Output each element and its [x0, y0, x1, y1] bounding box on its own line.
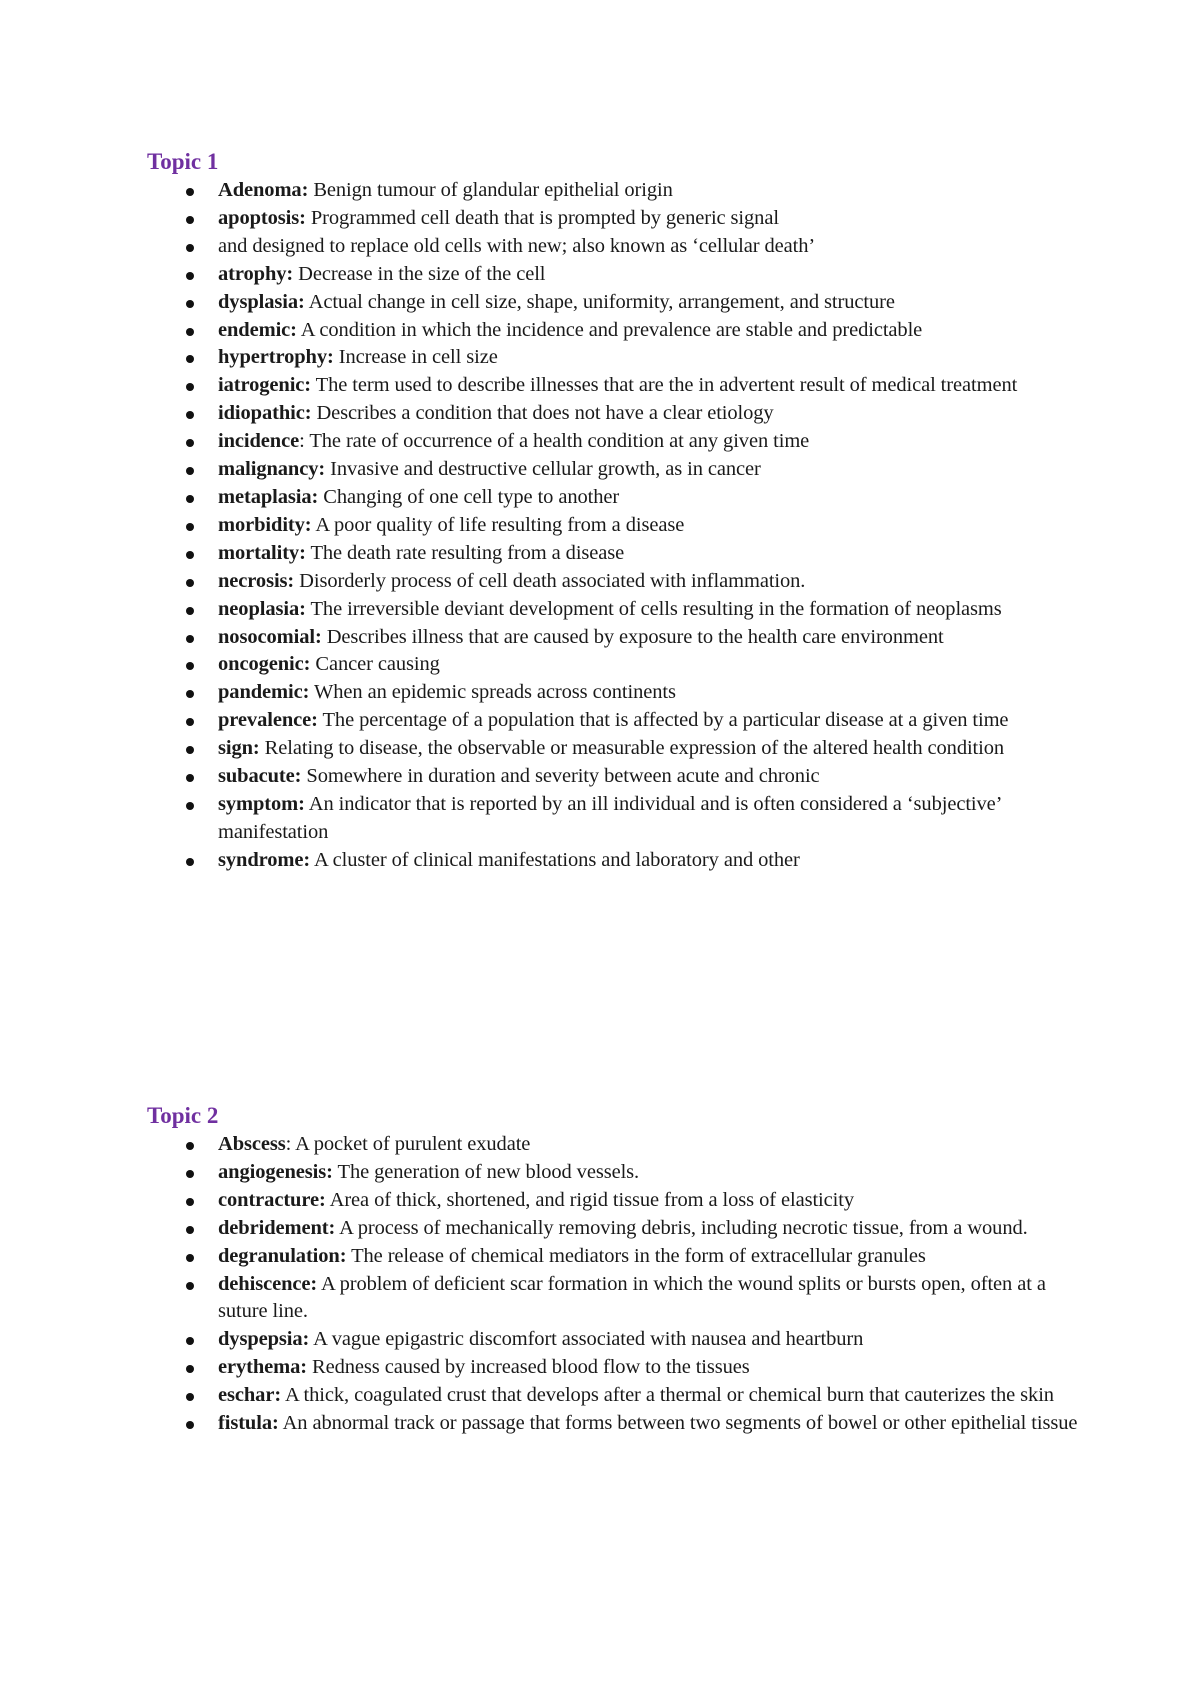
- term-word: nosocomial:: [218, 625, 322, 648]
- term-definition: A process of mechanically removing debris, including necrotic tissue, from a wound.: [335, 1216, 1028, 1239]
- term-definition: Decrease in the size of the cell: [293, 262, 546, 285]
- list-item: [147, 400, 1087, 428]
- list-item: [147, 707, 1087, 735]
- list-item: [147, 1326, 1087, 1354]
- list-item: [147, 847, 1087, 875]
- term-word: eschar:: [218, 1384, 282, 1407]
- list-item: [147, 791, 1087, 847]
- term-list: [147, 1131, 1087, 1438]
- term-word: oncogenic:: [218, 653, 311, 676]
- term-definition: An indicator that is reported by an ill individual and is often considered a ‘subjective’ manifestation: [218, 792, 1001, 843]
- term-word: apoptosis:: [218, 206, 306, 229]
- list-item: [147, 512, 1087, 540]
- term-word: pandemic:: [218, 681, 310, 704]
- bullet-icon: [186, 1337, 194, 1345]
- bullet-icon: [186, 300, 194, 308]
- bullet-icon: [186, 328, 194, 336]
- term-definition: Changing of one cell type to another: [318, 485, 620, 508]
- term-definition: An abnormal track or passage that forms between two segments of bowel or other epithelial tissue: [278, 1412, 1078, 1435]
- bullet-icon: [186, 607, 194, 615]
- term-definition: The irreversible deviant development of cells resulting in the formation of neoplasms: [305, 597, 1002, 620]
- bullet-icon: [186, 1421, 194, 1429]
- bullet-icon: [186, 1226, 194, 1234]
- list-item: [147, 1243, 1087, 1271]
- bullet-icon: [186, 635, 194, 643]
- term-definition: Relating to disease, the observable or measurable expression of the altered health condition: [259, 737, 1005, 760]
- term-word: dehiscence:: [218, 1272, 318, 1295]
- bullet-icon: [186, 802, 194, 810]
- bullet-icon: [186, 216, 194, 224]
- term-definition: The term used to describe illnesses that are the in advertent result of medical treatment: [311, 374, 1018, 397]
- bullet-icon: [186, 551, 194, 559]
- term-word: morbidity:: [218, 513, 312, 536]
- bullet-icon: [186, 1282, 194, 1290]
- term-word: neoplasia:: [218, 597, 306, 620]
- term-list: [147, 177, 1087, 875]
- bullet-icon: [186, 244, 194, 252]
- list-item: [147, 568, 1087, 596]
- term-word: contracture:: [218, 1188, 326, 1211]
- term-word: metaplasia:: [218, 485, 319, 508]
- term-word: Adenoma:: [218, 179, 309, 201]
- list-item: [147, 428, 1087, 456]
- term-definition: Invasive and destructive cellular growth, as in cancer: [325, 458, 761, 481]
- term-word: mortality:: [218, 541, 306, 564]
- term-definition: : A pocket of purulent exudate: [285, 1133, 531, 1155]
- bullet-icon: [186, 411, 194, 419]
- term-word: syndrome:: [218, 848, 311, 871]
- list-item: [147, 651, 1087, 679]
- term-word: iatrogenic:: [218, 374, 312, 397]
- bullet-icon: [186, 718, 194, 726]
- bullet-icon: [186, 579, 194, 587]
- topic-1-section: [147, 147, 1087, 875]
- term-definition: Disorderly process of cell death associated with inflammation.: [294, 569, 806, 592]
- term-word: subacute:: [218, 765, 302, 788]
- bullet-icon: [186, 858, 194, 866]
- term-definition: A thick, coagulated crust that develops after a thermal or chemical burn that cauterizes the skin: [281, 1384, 1054, 1407]
- term-definition: The death rate resulting from a disease: [305, 541, 625, 564]
- term-word: prevalence:: [218, 709, 318, 732]
- term-definition: Actual change in cell size, shape, uniformity, arrangement, and structure: [304, 290, 895, 313]
- term-word: incidence: [218, 430, 300, 453]
- list-item: [147, 679, 1087, 707]
- term-word: sign:: [218, 737, 260, 760]
- term-definition: When an epidemic spreads across continents: [309, 681, 676, 704]
- bullet-icon: [186, 746, 194, 754]
- list-item: [147, 289, 1087, 317]
- list-item: [147, 540, 1087, 568]
- bullet-icon: [186, 774, 194, 782]
- bullet-icon: [186, 1198, 194, 1206]
- list-item: [147, 1159, 1087, 1187]
- term-word: debridement:: [218, 1216, 336, 1239]
- term-word: Abscess: [218, 1133, 286, 1155]
- bullet-icon: [186, 272, 194, 280]
- term-word: degranulation:: [218, 1244, 347, 1267]
- term-word: erythema:: [218, 1356, 308, 1379]
- list-item: [147, 372, 1087, 400]
- term-definition: Cancer causing: [310, 653, 440, 676]
- term-word: endemic:: [218, 318, 297, 341]
- term-word: necrosis:: [218, 569, 295, 592]
- list-item: [147, 233, 1087, 261]
- list-item: [147, 1382, 1087, 1410]
- term-definition: A condition in which the incidence and prevalence are stable and predictable: [296, 318, 923, 341]
- term-definition: Programmed cell death that is prompted by generic signal: [305, 206, 779, 229]
- term-word: malignancy:: [218, 458, 326, 481]
- list-item: [147, 735, 1087, 763]
- term-word: dyspepsia:: [218, 1328, 310, 1351]
- term-definition: The percentage of a population that is affected by a particular disease at a given time: [317, 709, 1009, 732]
- bullet-icon: [186, 690, 194, 698]
- term-definition: Describes a condition that does not have a clear etiology: [311, 402, 774, 425]
- list-item: [147, 1410, 1087, 1438]
- term-word: angiogenesis:: [218, 1160, 333, 1183]
- bullet-icon: [186, 523, 194, 531]
- list-item: [147, 763, 1087, 791]
- term-definition: The generation of new blood vessels.: [332, 1160, 640, 1183]
- topic-2-section: [147, 1101, 1087, 1438]
- list-item: [147, 344, 1087, 372]
- bullet-icon: [186, 1365, 194, 1373]
- term-definition: Somewhere in duration and severity between acute and chronic: [301, 765, 820, 788]
- term-word: idiopathic:: [218, 402, 312, 425]
- term-definition: A poor quality of life resulting from a disease: [311, 513, 685, 536]
- term-word: dysplasia:: [218, 290, 305, 313]
- term-word: fistula:: [218, 1412, 279, 1435]
- list-item: [147, 1354, 1087, 1382]
- bullet-icon: [186, 439, 194, 447]
- term-definition: : The rate of occurrence of a health condition at any given time: [299, 430, 810, 453]
- bullet-icon: [186, 383, 194, 391]
- bullet-icon: [186, 662, 194, 670]
- bullet-icon: [186, 188, 194, 196]
- term-definition: Area of thick, shortened, and rigid tissue from a loss of elasticity: [325, 1188, 854, 1211]
- bullet-icon: [186, 495, 194, 503]
- bullet-icon: [186, 355, 194, 363]
- term-definition: and designed to replace old cells with new; also known as ‘cellular death’: [218, 234, 816, 257]
- bullet-icon: [186, 1254, 194, 1262]
- term-definition: Redness caused by increased blood flow to the tissues: [307, 1356, 750, 1379]
- list-item: [147, 624, 1087, 652]
- list-item: [147, 261, 1087, 289]
- term-definition: A problem of deficient scar formation in which the wound splits or bursts open, often at a suture line.: [218, 1272, 1046, 1323]
- bullet-icon: [186, 1142, 194, 1150]
- bullet-icon: [186, 1170, 194, 1178]
- list-item: [147, 317, 1087, 345]
- term-word: symptom:: [218, 792, 305, 815]
- list-item: [147, 1271, 1087, 1327]
- term-definition: A vague epigastric discomfort associated with nausea and heartburn: [309, 1328, 864, 1351]
- list-item: [147, 177, 1087, 205]
- topic-heading: Topic 1: [147, 149, 219, 174]
- list-item: [147, 205, 1087, 233]
- term-definition: A cluster of clinical manifestations and laboratory and other: [310, 848, 800, 871]
- term-definition: Describes illness that are caused by exposure to the health care environment: [321, 625, 944, 648]
- bullet-icon: [186, 1393, 194, 1401]
- list-item: [147, 1131, 1087, 1159]
- list-item: [147, 1215, 1087, 1243]
- term-word: hypertrophy:: [218, 346, 334, 369]
- list-item: [147, 484, 1087, 512]
- list-item: [147, 456, 1087, 484]
- bullet-icon: [186, 467, 194, 475]
- list-item: [147, 596, 1087, 624]
- topic-heading: Topic 2: [147, 1103, 219, 1128]
- term-definition: Increase in cell size: [333, 346, 498, 369]
- list-item: [147, 1187, 1087, 1215]
- term-word: atrophy:: [218, 262, 294, 285]
- term-definition: Benign tumour of glandular epithelial origin: [308, 179, 673, 201]
- term-definition: The release of chemical mediators in the form of extracellular granules: [346, 1244, 926, 1267]
